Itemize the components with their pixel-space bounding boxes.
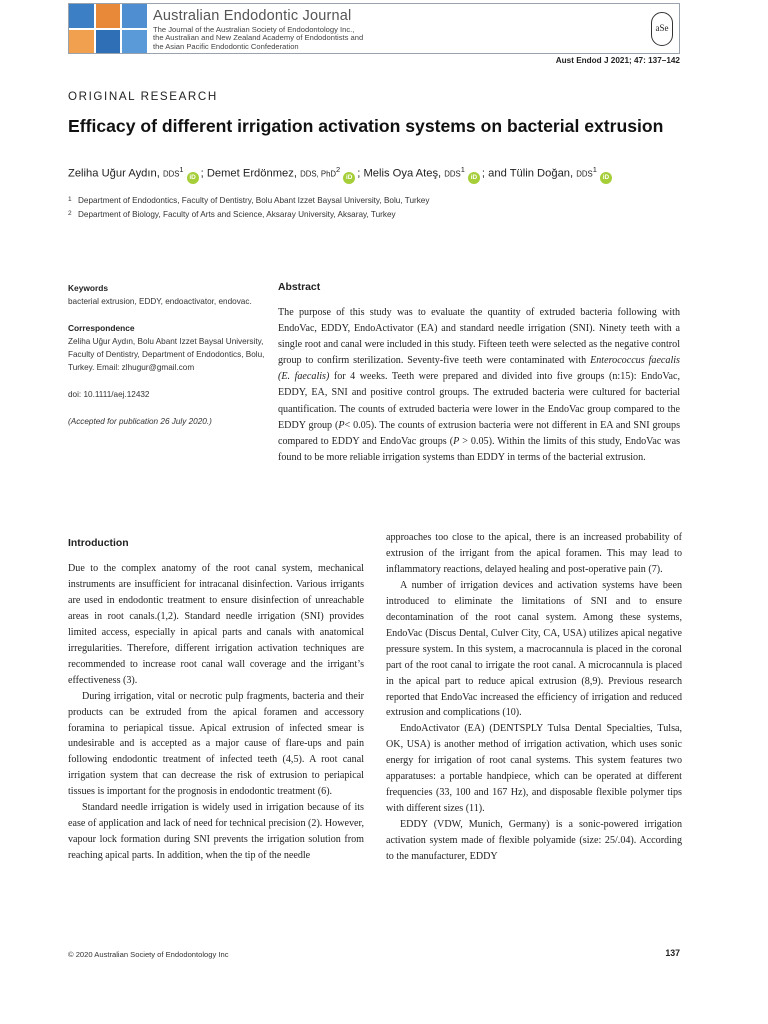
affiliations (68, 193, 688, 221)
author-degree: DDS (576, 169, 593, 179)
orcid-icon[interactable]: iD (600, 172, 612, 184)
doi-link[interactable]: doi: 10.1111/aej.12432 (68, 390, 150, 399)
affiliation-number: 2 (68, 210, 72, 217)
keywords-text: bacterial extrusion, EDDY, endoactivator, endovac. (68, 297, 252, 306)
abstract-heading: Abstract (278, 282, 321, 293)
affiliation-marker: 2 (336, 165, 341, 174)
body-paragraph: A number of irrigation devices and activation systems have been introduced to eliminate the limitations of SNI and to ensure decontamination of the root canal system. Among these systems, EndoVac (Discus Dental, Culver City, CA, USA) utilizes apical negative pressure system. In this system, a macrocannula is placed in the coronal part of the root canal to irrigate the root canal. A microcannula is placed in the apical part to reduce apical extrusion (8,9). Previous research reported that EndoVac increased the efficiency of irrigation and reduced extrusion and complications (10). (386, 579, 682, 719)
journal-cover-mosaic (69, 4, 147, 53)
orcid-icon[interactable]: iD (187, 172, 199, 184)
author-separator: ; and (481, 167, 510, 180)
affiliation-marker: 1 (460, 165, 465, 174)
author-name: Demet Erdönmez, (206, 167, 297, 180)
author-separator: ; (357, 167, 364, 180)
author-degree: DDS, PhD (300, 169, 337, 179)
correspondence-text: Zeliha Uğur Aydın, Bolu Abant Izzet Baysal University, Faculty of Dentistry, Department of Endodontics, Bolu, Turkey. Email: zlhugur@gmail.com (68, 337, 265, 372)
correspondence-heading: Correspondence (68, 323, 135, 333)
copyright-footer: © 2020 Australian Society of Endodontology Inc (68, 950, 229, 959)
body-paragraph: approaches too close to the apical, there is an increased probability of extrusion of the irrigant from the apical foramen. This may lead to inflammatory reactions, delayed healing and post-operative pain (7). (386, 532, 682, 575)
mosaic-tile (122, 30, 147, 54)
mosaic-tile (69, 4, 94, 28)
affiliation-number: 1 (68, 196, 72, 203)
article-title: Efficacy of different irrigation activation systems on bacterial extrusion (68, 116, 664, 136)
body-paragraph: EndoActivator (EA) (DENTSPLY Tulsa Dental Specialties, Tulsa, OK, USA) is another method of irrigation activation, which uses sonic energy for irrigation of root canal systems. This system features two apparatuses: a portable handpiece, which can be operated at different frequencies (33, 100 and 167 Hz), and disposable flexible polymer tips with different sizes (11). (386, 723, 682, 815)
orcid-icon[interactable]: iD (468, 172, 480, 184)
abstract-text: The purpose of this study was to evaluate the quantity of extruded bacteria following with EndoVac, EDDY, EndoActivator (EA) and standard needle irrigation (SNI). Ninety teeth with a single root and canal were included in this study. Fifteen teeth were selected as the negative control group to confirm sterilization. Seventy-five teeth were contaminated with Enterococcus faecalis (E. faecalis) for 4 weeks. Teeth were prepared and divided into five groups (n:15): EndoVac, EDDY, EA, SNI and positive control groups. The extruded bacteria were cultured for bacterial quantification. The counts of extruded bacteria were lower in the EndoVac group compared to the EDDY group (P< 0.05). The counts of extrusion bacteria were not different in EA and SNI groups compared to EDDY and EndoVac groups (P > 0.05). Within the limits of this study, EndoVac was found to be more reliable irrigation systems than EDDY in terms of the bacterial extrusion. (278, 307, 681, 463)
journal-banner (68, 3, 680, 54)
body-paragraph: EDDY (VDW, Munich, Germany) is a sonic-powered irrigation activation system made of flexible polyamide (size: 25/.04). According to the manufacturer, EDDY (386, 819, 682, 863)
author-degree: DDS (162, 169, 180, 179)
page-number: 137 (665, 948, 680, 958)
body-column-right (386, 530, 682, 865)
body-paragraph: Due to the complex anatomy of the root canal system, mechanical instruments are insufficient for intracanal disinfection. Various irrigants are used in endodontic treatment to ensure disinfection of unreachable areas in root canals.(1,2). Standard needle irrigation (SNI) provides limited access, especially in apical parts and canals with anatomical irregularities. Therefore, different irrigation activation techniques are recommended to increase root canal wall coverage and the irrigant’s effectiveness (3). (68, 563, 364, 686)
affiliation-text: Department of Endodontics, Faculty of Dentistry, Bolu Abant Izzet Baysal University, Bolu, Turkey (78, 196, 430, 205)
introduction-heading: Introduction (68, 538, 129, 549)
journal-citation: Aust Endod J 2021; 47: 137–142 (555, 56, 680, 65)
journal-title: Australian Endodontic Journal (153, 8, 352, 24)
author-separator: ; (200, 167, 207, 180)
author-list (68, 165, 688, 184)
affiliation-item (68, 193, 688, 207)
body-paragraph: During irrigation, vital or necrotic pulp fragments, bacteria and their products can be extruded from the apical foramen and accessory foramina to periapical tissue. Apical extrusion of infected smear is undesirable and is accepted as a major cause of flare-ups and pain following endodontic treatment of infected teeth (4,5). A root canal irrigation system that can decrease the risk of extrusion to periapical tissues is important for the prognosis in endodontic treatment (6). (68, 690, 364, 798)
journal-subtitle: The Journal of the Australian Society of Endodontology Inc., the Australian and New Zealand Academy of Endodontists and the Asian Pacific Endodontic Confederation (153, 25, 364, 51)
orcid-icon[interactable]: iD (343, 172, 355, 184)
mosaic-tile (69, 30, 94, 54)
author-name: Melis Oya Ateş, (363, 167, 442, 180)
author-degree: DDS (444, 169, 461, 179)
section-label: ORIGINAL RESEARCH (68, 90, 218, 103)
mosaic-tile (96, 30, 121, 54)
keywords-heading: Keywords (68, 283, 109, 293)
author-name: Tülin Doğan, (509, 167, 574, 180)
author-name: Zeliha Uğur Aydın, (68, 167, 160, 180)
mosaic-tile (96, 4, 121, 28)
affiliation-marker: 1 (179, 165, 184, 174)
body-column-left (68, 561, 364, 864)
affiliation-item (68, 207, 688, 221)
society-logo: aSe (651, 12, 673, 46)
affiliation-text: Department of Biology, Faculty of Arts and Science, Aksaray University, Aksaray, Turkey (78, 210, 396, 219)
affiliation-marker: 1 (592, 165, 597, 174)
article-metadata (68, 282, 268, 428)
accepted-date: (Accepted for publication 26 July 2020.) (68, 417, 212, 426)
mosaic-tile (122, 4, 147, 28)
body-paragraph: Standard needle irrigation is widely used in irrigation because of its ease of application and lack of need for technical precision (2). However, vapour lock formation during SNI prevents the irrigation solution from reaching apical parts. In addition, when the tip of the needle (68, 802, 364, 862)
